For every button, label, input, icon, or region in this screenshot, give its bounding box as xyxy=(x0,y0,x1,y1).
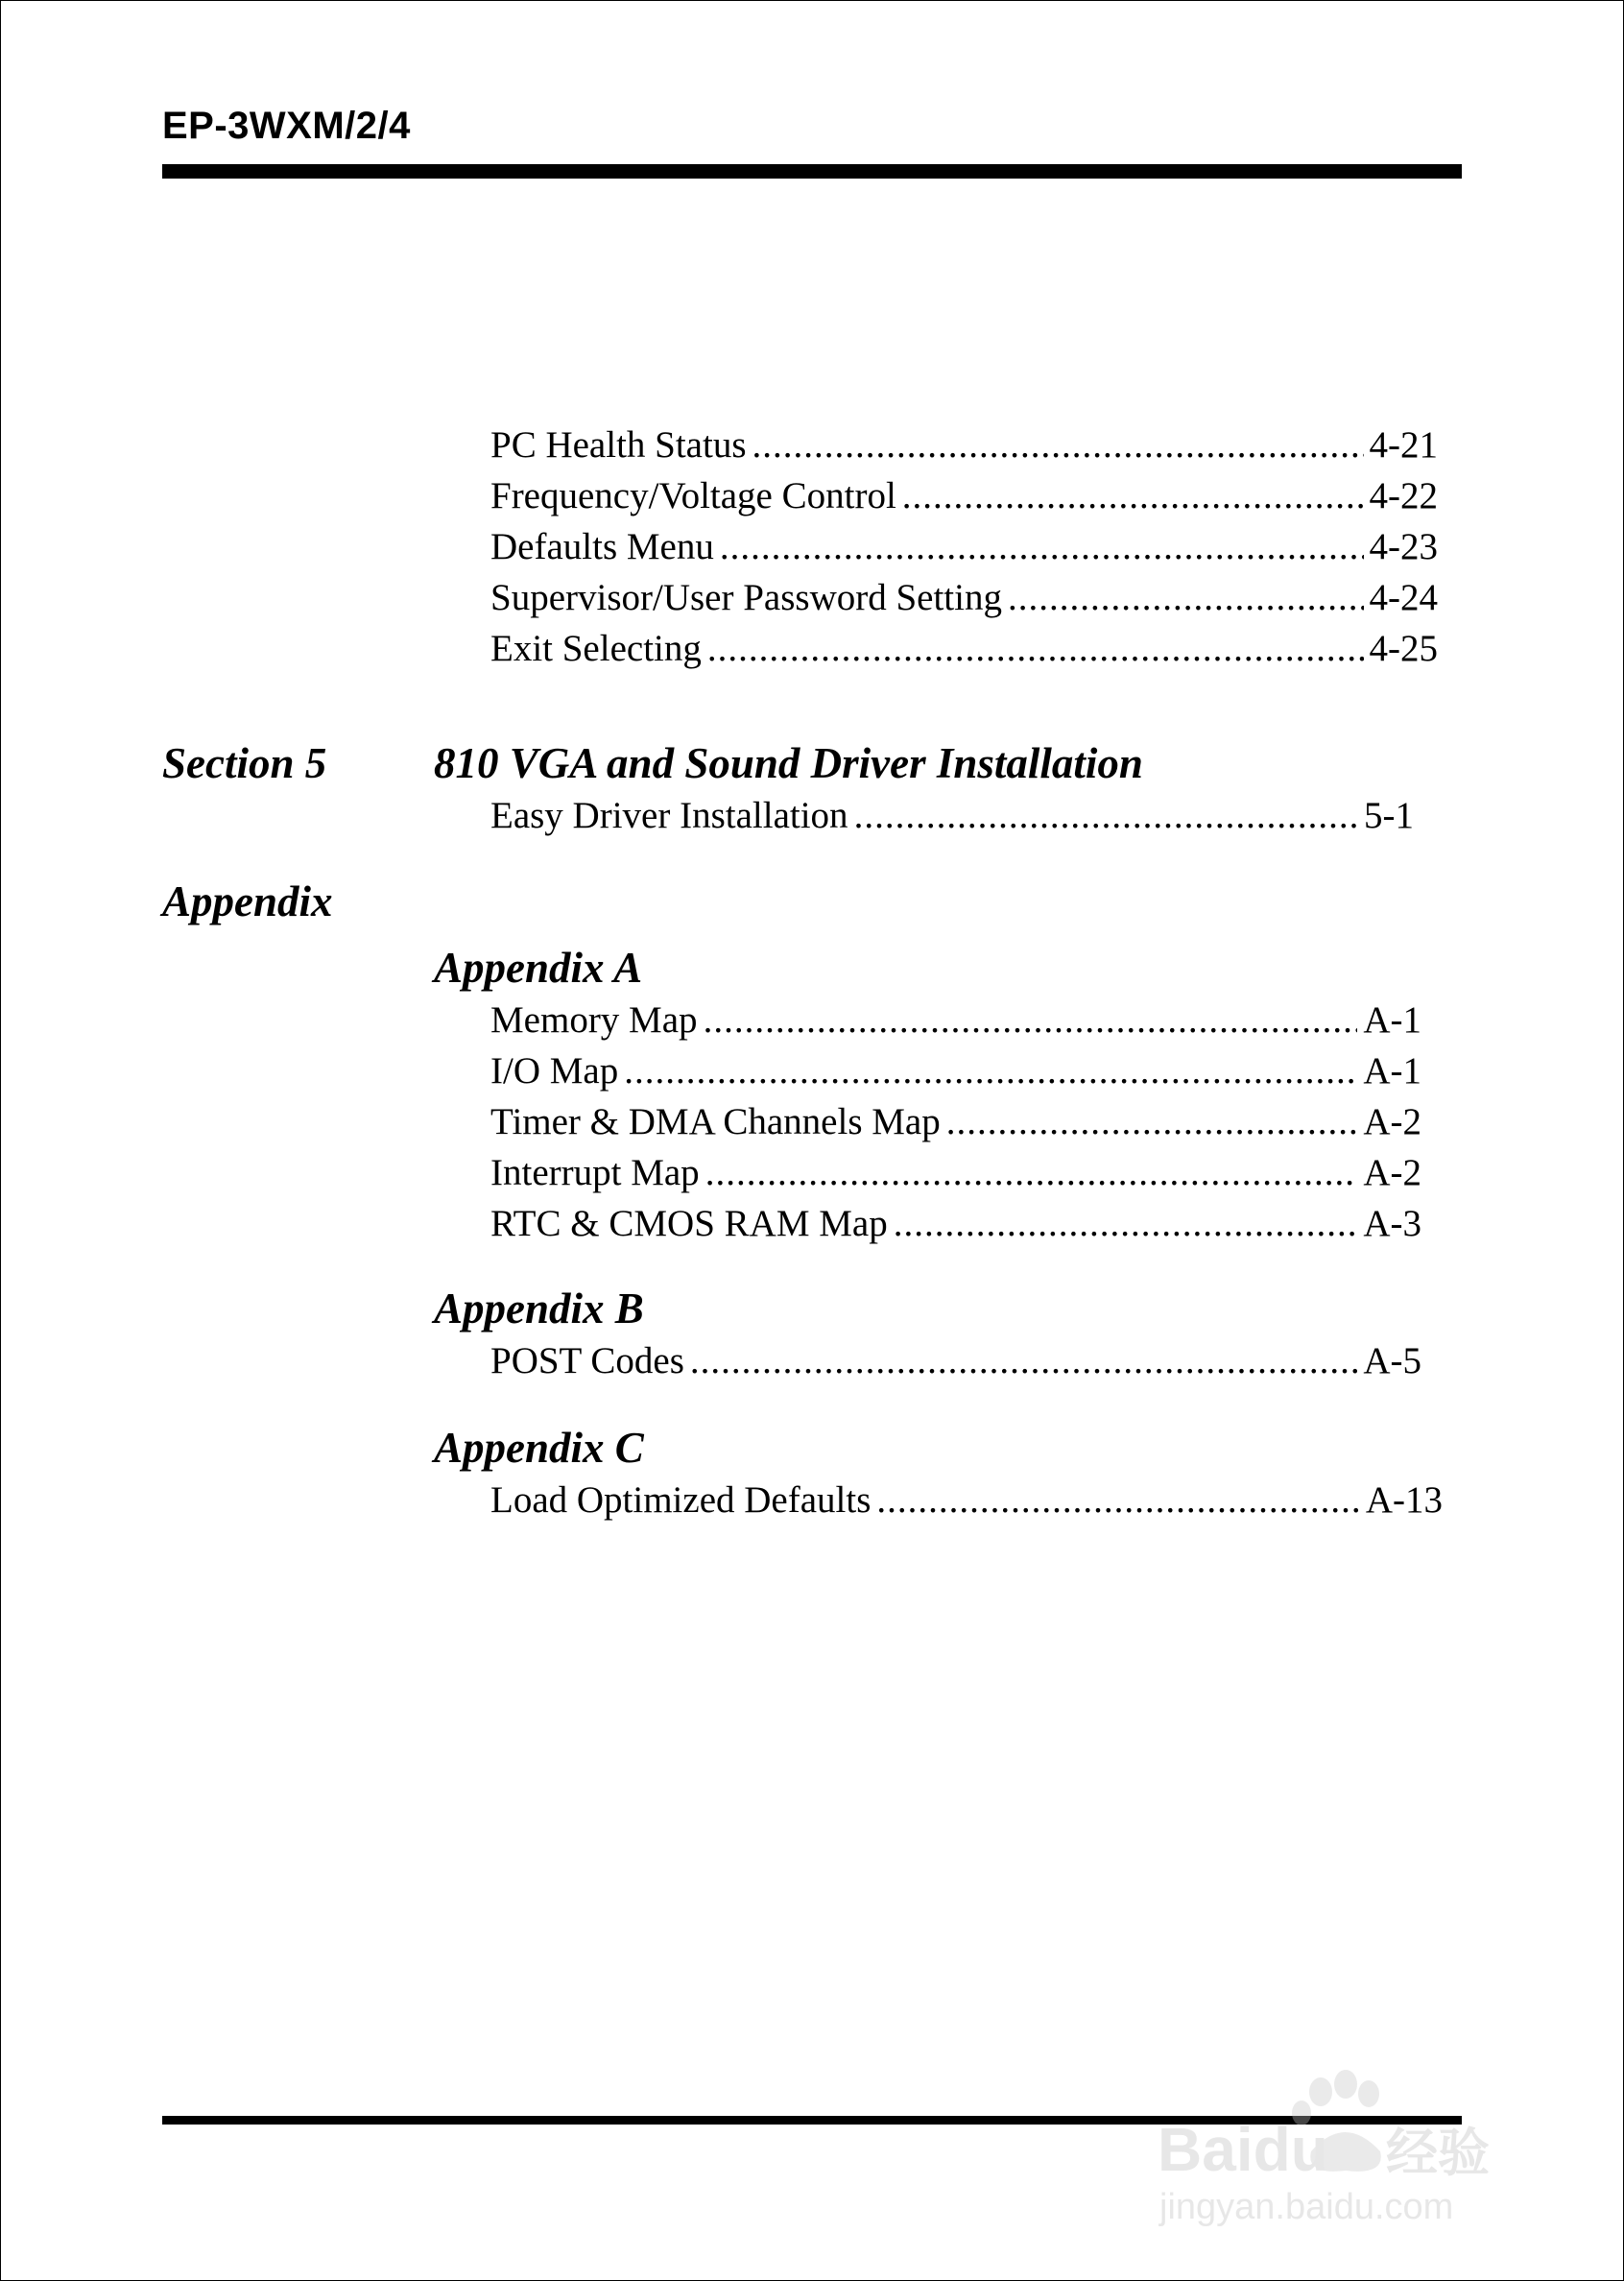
toc-entry[interactable] xyxy=(490,627,1438,675)
toc-entry-label: PC Health Status xyxy=(490,424,747,466)
section-5-label: Section 5 xyxy=(162,739,327,787)
toc-entry[interactable] xyxy=(490,1049,1421,1097)
toc-entry-page: 4-22 xyxy=(1369,475,1438,516)
toc-entry[interactable] xyxy=(490,998,1421,1046)
toc-entry-label: Interrupt Map xyxy=(490,1152,700,1193)
toc-leader-dots xyxy=(704,998,1358,1042)
watermark-brand: Baidu xyxy=(1158,2115,1328,2184)
toc-entry-label: I/O Map xyxy=(490,1050,619,1092)
toc-leader-dots xyxy=(902,474,1364,517)
toc-entry-label: Supervisor/User Password Setting xyxy=(490,577,1002,618)
toc-leader-dots xyxy=(705,1151,1358,1194)
toc-entry[interactable] xyxy=(490,1151,1421,1199)
toc-entry[interactable] xyxy=(490,1100,1421,1148)
toc-entry[interactable] xyxy=(490,423,1438,471)
toc-entry-label: POST Codes xyxy=(490,1340,684,1381)
toc-entry-page: 4-23 xyxy=(1369,526,1438,567)
toc-entry-label: Load Optimized Defaults xyxy=(490,1479,872,1521)
watermark-brand-cn: 经验 xyxy=(1386,2125,1490,2182)
toc-entry-page: A-2 xyxy=(1363,1101,1421,1142)
watermark-url: jingyan.baidu.com xyxy=(1159,2187,1454,2227)
toc-entry-page: 4-25 xyxy=(1369,628,1438,669)
toc-leader-dots xyxy=(707,627,1364,670)
toc-entry-label: Timer & DMA Channels Map xyxy=(490,1101,941,1142)
toc-entry-label: Exit Selecting xyxy=(490,628,702,669)
toc-entry[interactable] xyxy=(490,1202,1421,1250)
appendix-c-title: Appendix C xyxy=(434,1424,644,1472)
page-header-title: EP-3WXM/2/4 xyxy=(162,105,411,147)
toc-entry-page: A-2 xyxy=(1363,1152,1421,1193)
toc-entry-page: 4-24 xyxy=(1369,577,1438,618)
baidu-watermark-icon xyxy=(1158,2046,1522,2238)
toc-leader-dots xyxy=(752,423,1364,467)
toc-leader-dots xyxy=(624,1049,1357,1092)
toc-leader-dots xyxy=(854,794,1358,837)
toc-entry[interactable] xyxy=(490,1339,1421,1387)
toc-entry-page: A-5 xyxy=(1363,1340,1421,1381)
toc-leader-dots xyxy=(946,1100,1358,1143)
toc-entry-page: 5-1 xyxy=(1364,795,1414,836)
toc-leader-dots xyxy=(690,1339,1357,1382)
toc-entry[interactable] xyxy=(490,525,1438,573)
toc-entry-page: A-1 xyxy=(1363,1050,1421,1092)
toc-entry-label: Defaults Menu xyxy=(490,526,714,567)
toc-entry-label: Memory Map xyxy=(490,999,698,1041)
toc-entry-page: A-1 xyxy=(1363,999,1421,1041)
toc-leader-dots xyxy=(894,1202,1358,1245)
toc-entry[interactable] xyxy=(490,474,1438,522)
toc-leader-dots xyxy=(720,525,1364,568)
toc-entry-label: RTC & CMOS RAM Map xyxy=(490,1203,888,1244)
toc-entry[interactable] xyxy=(490,1478,1443,1526)
toc-entry[interactable] xyxy=(490,576,1438,624)
toc-leader-dots xyxy=(876,1478,1359,1522)
appendix-label: Appendix xyxy=(162,877,333,925)
header-rule xyxy=(162,164,1462,179)
toc-entry[interactable] xyxy=(490,794,1414,842)
toc-leader-dots xyxy=(1008,576,1364,619)
toc-entry-label: Easy Driver Installation xyxy=(490,795,848,836)
toc-entry-page: A-13 xyxy=(1365,1479,1443,1521)
section-5-title: 810 VGA and Sound Driver Installation xyxy=(434,739,1143,787)
toc-entry-page: A-3 xyxy=(1363,1203,1421,1244)
toc-entry-label: Frequency/Voltage Control xyxy=(490,475,896,516)
appendix-a-title: Appendix A xyxy=(434,944,643,992)
appendix-b-title: Appendix B xyxy=(434,1285,644,1333)
toc-entry-page: 4-21 xyxy=(1369,424,1438,466)
